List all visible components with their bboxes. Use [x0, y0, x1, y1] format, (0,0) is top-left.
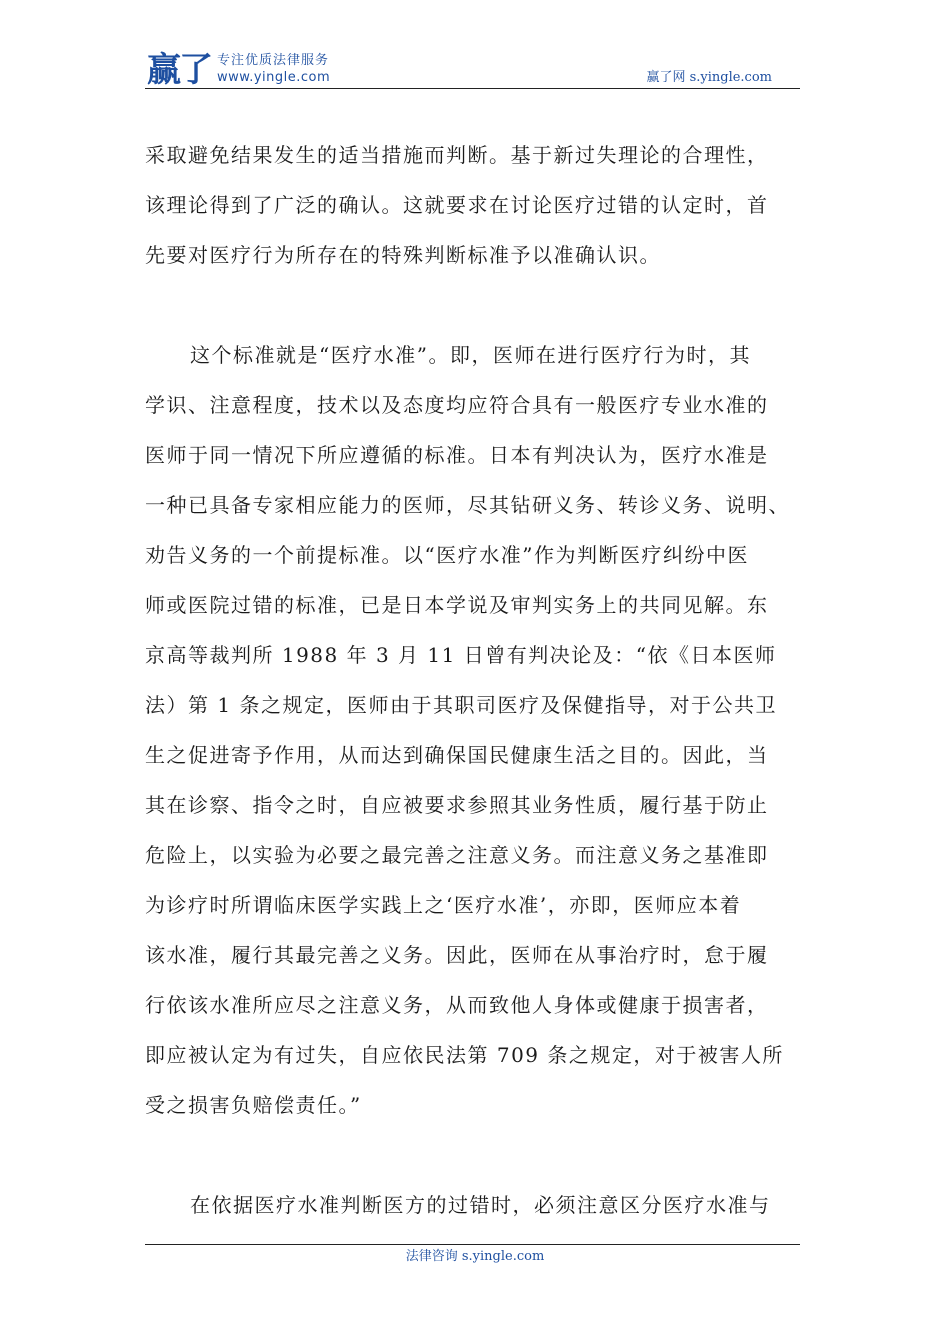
text-line: 该理论得到了广泛的确认。这就要求在讨论医疗过错的认定时，首 [145, 193, 769, 217]
text-line: 其在诊察、指令之时，自应被要求参照其业务性质，履行基于防止 [145, 793, 769, 817]
header-site-link[interactable]: 赢了网 s.yingle.com [646, 70, 772, 85]
text-line: 为诊疗时所谓临床医学实践上之‘医疗水准’，亦即，医师应本着 [145, 893, 742, 917]
footer-link[interactable]: 法律咨询 s.yingle.com [405, 1249, 545, 1264]
text-line: 师或医院过错的标准，已是日本学说及审判实务上的共同见解。东 [145, 593, 769, 617]
header-divider [145, 88, 800, 89]
page-header [145, 50, 800, 90]
logo-url[interactable]: www.yingle.com [217, 70, 331, 85]
text-line: 先要对医疗行为所存在的特殊判断标准予以准确认识。 [145, 243, 661, 267]
text-line: 学识、注意程度，技术以及态度均应符合具有一般医疗专业水准的 [145, 393, 769, 417]
logo-slogan: 专注优质法律服务 [217, 53, 330, 68]
text-line: 劝告义务的一个前提标准。以“医疗水准”作为判断医疗纠纷中医 [145, 543, 749, 567]
text-line: 法）第 1 条之规定，医师由于其职司医疗及保健指导，对于公共卫 [145, 693, 777, 717]
text-line: 即应被认定为有过失，自应依民法第 709 条之规定，对于被害人所 [145, 1043, 784, 1067]
paragraph-gap [145, 280, 815, 330]
text-line: 一种已具备专家相应能力的医师，尽其钻研义务、转诊义务、说明、 [145, 493, 790, 517]
logo-mark: 赢了 [147, 50, 211, 90]
text-line: 医师于同一情况下所应遵循的标准。日本有判决认为，医疗水准是 [145, 443, 769, 467]
text-line: 该水准，履行其最完善之义务。因此，医师在从事治疗时，怠于履 [145, 943, 769, 967]
text-line: 京高等裁判所 1988 年 3 月 11 日曾有判决论及：“依《日本医师 [145, 643, 777, 667]
text-line: 采取避免结果发生的适当措施而判断。基于新过失理论的合理性， [145, 143, 769, 167]
footer-divider [145, 1244, 800, 1245]
text-line: 在依据医疗水准判断医方的过错时，必须注意区分医疗水准与 [190, 1193, 771, 1217]
text-line: 生之促进寄予作用，从而达到确保国民健康生活之目的。因此，当 [145, 743, 769, 767]
paragraph-gap [145, 1130, 815, 1180]
text-line: 受之损害负赔偿责任。” [145, 1093, 362, 1117]
document-body [145, 130, 815, 1230]
text-line: 危险上，以实验为必要之最完善之注意义务。而注意义务之基准即 [145, 843, 769, 867]
text-line: 这个标准就是“医疗水准”。即，医师在进行医疗行为时，其 [190, 343, 751, 367]
text-line: 行依该水准所应尽之注意义务，从而致他人身体或健康于损害者， [145, 993, 769, 1017]
